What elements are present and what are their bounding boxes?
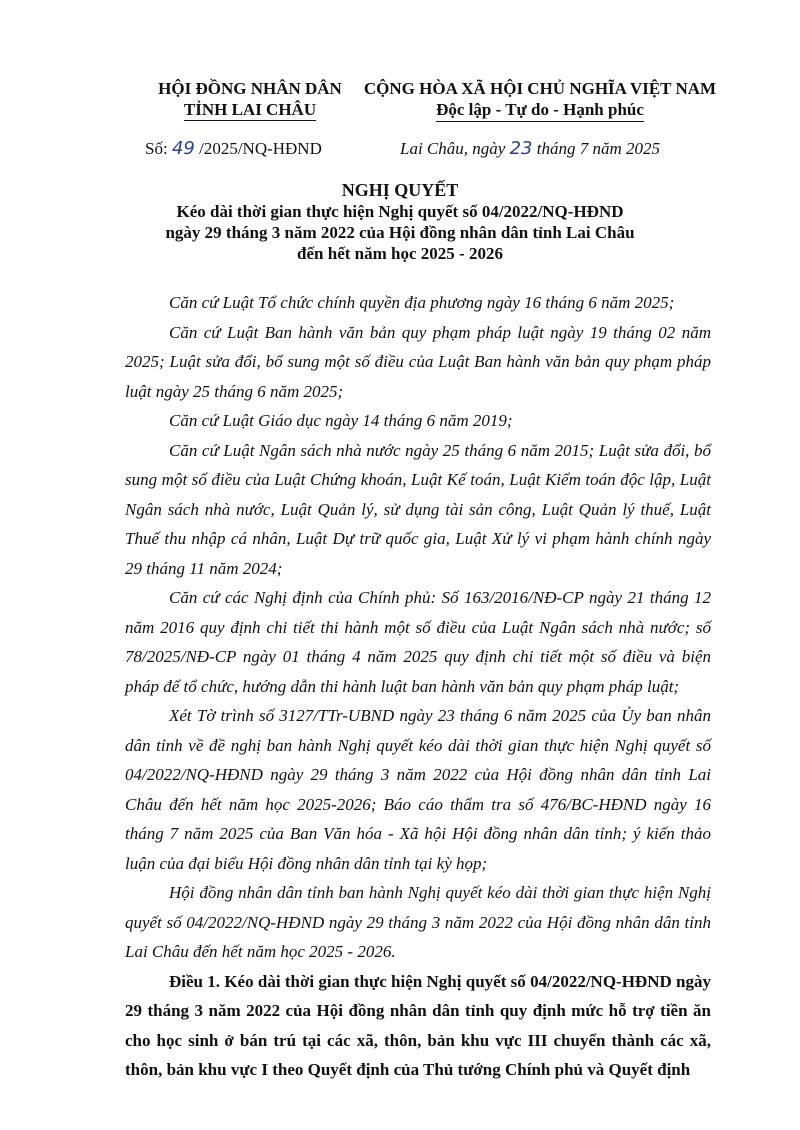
doc-number-handwritten: 49 xyxy=(171,138,195,159)
enactment-paragraph: Hội đồng nhân dân tỉnh ban hành Nghị quyết kéo dài thời gian thực hiện Nghị quyết số 04/2022/NQ-HĐND ngày 29 tháng 3 năm 2022 của Hội đồng nhân dân tỉnh Lai Châu đến hết năm học 2025 - 2026. xyxy=(125,883,711,961)
agency-name-line2: TỈNH LAI CHÂU xyxy=(183,100,317,119)
legal-basis-paragraph: Căn cứ các Nghị định của Chính phủ: Số 163/2016/NĐ-CP ngày 21 tháng 12 năm 2016 quy định chi tiết thi hành một số điều của Luật Ngân sách nhà nước; số 78/2025/NĐ-CP ngày 01 tháng 4 năm 2025 quy định chi tiết một số điều và biện pháp để tổ chức, hướng dẫn thi hành luật ban hành văn bản quy phạm pháp luật; xyxy=(125,588,711,696)
issuing-agency xyxy=(140,78,360,121)
national-header xyxy=(352,78,728,122)
title-line-1: Kéo dài thời gian thực hiện Nghị quyết số 04/2022/NQ-HĐND xyxy=(176,202,624,221)
resolution-title xyxy=(100,180,700,264)
date-after: tháng 7 năm 2025 xyxy=(536,139,660,158)
legal-basis-paragraph: Căn cứ Luật Giáo dục ngày 14 tháng 6 năm 2019; xyxy=(169,411,513,430)
national-motto: Độc lập - Tự do - Hạnh phúc xyxy=(436,99,644,122)
doc-number-suffix: /2025/NQ-HĐND xyxy=(199,139,322,158)
document-number xyxy=(145,138,322,159)
consideration-paragraph: Xét Tờ trình số 3127/TTr-UBND ngày 23 tháng 6 năm 2025 của Ủy ban nhân dân tỉnh về đề nghị ban hành Nghị quyết kéo dài thời gian thực hiện Nghị quyết số 04/2022/NQ-HĐND ngày 29 tháng 3 năm 2022 của Hội đồng nhân dân tỉnh Lai Châu đến hết năm học 2025-2026; Báo cáo thẩm tra số 476/BC-HĐND ngày 16 tháng 7 năm 2025 của Ban Văn hóa - Xã hội Hội đồng nhân dân tỉnh; ý kiến thảo luận của đại biểu Hội đồng nhân dân tỉnh tại kỳ họp; xyxy=(125,706,711,873)
title-line-3: đến hết năm học 2025 - 2026 xyxy=(297,244,503,263)
resolution-heading: NGHỊ QUYẾT xyxy=(341,180,459,200)
agency-name-line1: HỘI ĐỒNG NHÂN DÂN xyxy=(158,79,342,98)
doc-number-prefix: Số: xyxy=(145,139,168,158)
title-line-2: ngày 29 tháng 3 năm 2022 của Hội đồng nhân dân tỉnh Lai Châu xyxy=(165,223,635,242)
resolution-body xyxy=(125,288,711,1085)
country-name: CỘNG HÒA XÃ HỘI CHỦ NGHĨA VIỆT NAM xyxy=(363,79,717,98)
date-before: Lai Châu, ngày xyxy=(400,139,506,158)
legal-basis-paragraph: Căn cứ Luật Ban hành văn bản quy phạm pháp luật ngày 19 tháng 02 năm 2025; Luật sửa đổi, bổ sung một số điều của Luật Ban hành văn bản quy phạm pháp luật ngày 25 tháng 6 năm 2025; xyxy=(125,322,711,401)
date-handwritten-day: 23 xyxy=(509,138,533,159)
place-date-line xyxy=(400,138,660,159)
legal-basis-paragraph: Căn cứ Luật Tổ chức chính quyền địa phương ngày 16 tháng 6 năm 2025; xyxy=(169,293,675,312)
article-1: Điều 1. Kéo dài thời gian thực hiện Nghị quyết số 04/2022/NQ-HĐND ngày 29 tháng 3 năm 2022 của Hội đồng nhân dân tỉnh quy định mức hỗ trợ tiền ăn cho học sinh ở bán trú tại các xã, thôn, bản khu vực III chuyển thành các xã, thôn, bản khu vực I theo Quyết định của Thủ tướng Chính phủ và Quyết định xyxy=(125,971,711,1079)
legal-basis-paragraph: Căn cứ Luật Ngân sách nhà nước ngày 25 tháng 6 năm 2015; Luật sửa đổi, bổ sung một số điều của Luật Chứng khoán, Luật Kế toán, Luật Kiểm toán độc lập, Luật Ngân sách nhà nước, Luật Quản lý, sử dụng tài sản công, Luật Quản lý thuế, Luật Thuế thu nhập cá nhân, Luật Dự trữ quốc gia, Luật Xử lý vi phạm hành chính ngày 29 tháng 11 năm 2024; xyxy=(125,440,711,578)
